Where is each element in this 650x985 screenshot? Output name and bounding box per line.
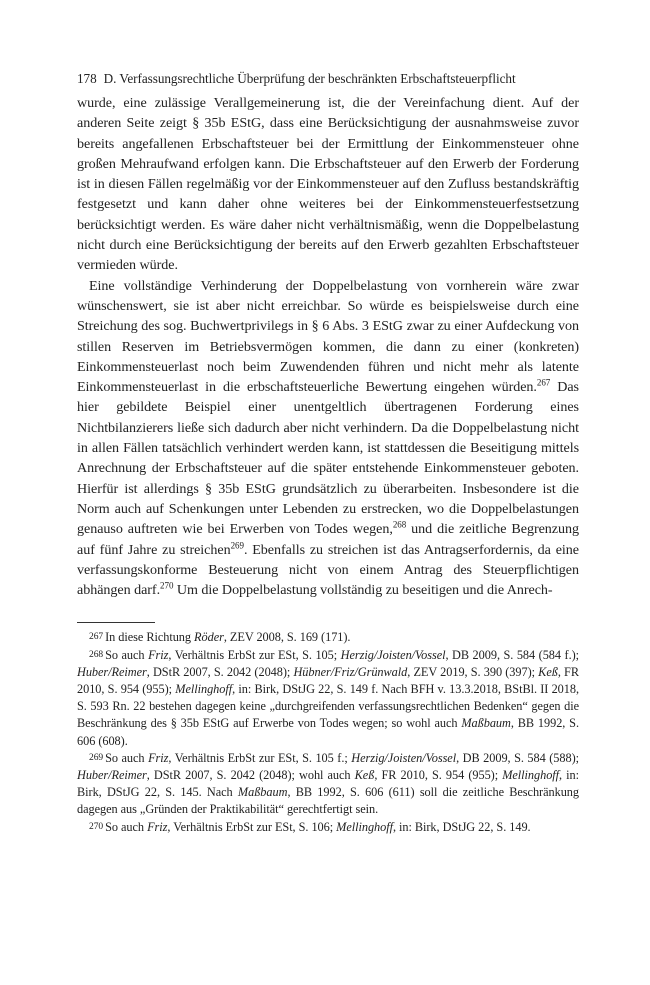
footnote bbox=[77, 647, 579, 750]
italic-citation: Friz bbox=[147, 819, 168, 834]
text-run: , DStR 2007, S. 2042 (2048); bbox=[146, 664, 294, 679]
italic-citation: Hübner/Friz/Grünwald bbox=[293, 664, 408, 679]
footnote-number: 267 bbox=[89, 632, 104, 643]
italic-citation: Friz bbox=[148, 750, 169, 765]
text-run: Das hier gebildete Beispiel einer unentgeltlich übertragenen Forderung eines Nichtbilanzierers ließe sich dadurch aber nicht verhindern. Da die Doppelbelastung nicht in allen Fällen tatsächlich verhindert werden kann, ist stattdessen die Beseitigung mittels Anrechnung der Erbschaftsteuer auf die später entstehende Einkommensteuer geboten. Hierfür ist allerdings § 35b EStG grundsätzlich zu überarbeiten. Insbesondere ist die Norm auch auf Schenkungen unter Lebenden zu erstrecken, wo die Doppelbelastungen genauso auftreten wie bei Erwerben von Todes wegen, bbox=[77, 379, 579, 538]
italic-citation: Keß bbox=[354, 768, 375, 783]
italic-citation: Huber/Reimer bbox=[77, 664, 147, 679]
text-run: , in: Birk, DStJG 22, S. 145. Nach bbox=[77, 768, 579, 800]
footnote-separator bbox=[77, 622, 155, 623]
footnote-number: 270 bbox=[89, 821, 104, 832]
body-text bbox=[77, 93, 579, 600]
footnote bbox=[77, 750, 579, 819]
text-run: , BB 1992, S. 606 (611) soll die zeitliche Beschränkung dagegen aus „Gründen der Praktikabilität“ gerechtfertigt sein. bbox=[77, 785, 579, 817]
text-run: , in: Birk, DStJG 22, S. 149. bbox=[392, 819, 531, 834]
footnote-reference: 267 bbox=[536, 377, 551, 388]
italic-citation: Friz bbox=[148, 647, 169, 662]
italic-citation: Huber/Reimer bbox=[77, 768, 147, 783]
text-run: , DB 2009, S. 584 (588); bbox=[456, 750, 580, 765]
page-number: 178 bbox=[77, 71, 97, 86]
text-run: So auch bbox=[105, 647, 149, 662]
text-run: In diese Richtung bbox=[105, 630, 195, 645]
text-run: , FR 2010, S. 954 (955); bbox=[77, 664, 579, 697]
text-run: , Verhältnis ErbSt zur ESt, S. 106; bbox=[167, 819, 337, 834]
italic-citation: Keß bbox=[538, 664, 558, 679]
paragraph bbox=[77, 93, 579, 276]
text-run: , Verhältnis ErbSt zur ESt, S. 105 f.; bbox=[168, 750, 352, 765]
italic-citation: Maßbaum bbox=[237, 785, 288, 800]
footnote bbox=[77, 819, 579, 836]
footnote-reference: 268 bbox=[392, 519, 407, 530]
text-run: , DB 2009, S. 584 (584 f.); bbox=[445, 647, 580, 662]
italic-citation: Mellinghoff bbox=[336, 819, 393, 834]
footnote bbox=[77, 629, 579, 646]
italic-citation: Röder bbox=[194, 630, 224, 645]
chapter-title: D. Verfassungsrechtliche Überprüfung der beschränkten Erbschaftsteuerpflicht bbox=[103, 71, 516, 86]
text-run: , ZEV 2019, S. 390 (397); bbox=[407, 664, 539, 679]
text-run: So auch bbox=[105, 819, 148, 834]
text-run: , BB 1992, S. 606 (608). bbox=[77, 716, 579, 748]
text-run: , FR 2010, S. 954 (955); bbox=[374, 768, 503, 783]
paragraph bbox=[77, 276, 579, 601]
text-run: Eine vollständige Verhinderung der Doppelbelastung von vornherein wäre zwar wünschenswert, sie ist aber nicht erreichbar. So würde es beispielsweise durch eine Streichung des sog. Buchwertprivilegs in § 6 Abs. 3 EStG zwar zu einer Aufdeckung von stillen Reserven im Betriebsvermögen kommen, die dann zu einer (konkreten) Einkommensteuerlast noch beim Zuwendenden führen und nicht mehr als latente Einkommensteuerlast in die erbschaftsteuerliche Bewertung eingehen würden. bbox=[77, 277, 579, 396]
text-run: . Ebenfalls zu streichen ist das Antragserfordernis, da eine verfassungskonforme Besteuerung nicht von einem Antrag des Steuerpflichtigen abhängen darf. bbox=[77, 541, 579, 599]
text-run: So auch bbox=[105, 750, 149, 765]
text-run: , DStR 2007, S. 2042 (2048); wohl auch bbox=[146, 768, 355, 783]
text-run: wurde, eine zulässige Verallgemeinerung ist, die der Vereinfachung dient. Auf der anderen Seite zeigt § 35b EStG, dass eine Berücksichtigung der ausnahmsweise zuvor bereits angefallenen Erbschaftsteuer bei der Ermittlung der Einkommensteuer ohne großen Mehraufwand erfolgen kann. Die Erbschaftsteuer auf den Erwerb der Forderung ist in diesen Fällen regelmäßig vor der Einkommensteuer auf den Zufluss bestandskräftig festgesetzt und kann daher ohne weiteres bei der Einkommensteuerfestsetzung berücksichtigt werden. Es wäre daher nicht verhältnismäßig, wenn die Doppelbelastung nicht durch eine Berücksichtigung der bereits auf den Erwerb gezahlten Erbschaftsteuer vermieden würde. bbox=[77, 95, 579, 274]
footnote-number: 268 bbox=[89, 649, 104, 660]
italic-citation: Herzig/Joisten/Vossel bbox=[351, 750, 457, 765]
book-page bbox=[77, 70, 579, 836]
footnote-number: 269 bbox=[89, 752, 104, 763]
text-run: , Verhältnis ErbSt zur ESt, S. 105; bbox=[168, 647, 341, 662]
text-run: Um die Doppelbelastung vollständig zu beseitigen und die Anrech- bbox=[173, 582, 553, 599]
text-run: , in: Birk, DStJG 22, S. 149 f. Nach BFH v. 13.3.2018, BStBl. II 2018, S. 593 Rn. 22 bestehen dagegen keine „durchgreifenden verfassungsrechtlichen Bedenken“ gegen die Beschränkung des § 35b EStG auf Erwerbe von Todes wegen; so wohl auch bbox=[77, 682, 579, 731]
footnote-reference: 269 bbox=[230, 539, 244, 550]
footnote-reference: 270 bbox=[160, 580, 174, 591]
text-run: , ZEV 2008, S. 169 (171). bbox=[223, 630, 351, 645]
italic-citation: Herzig/Joisten/Vossel bbox=[340, 647, 446, 662]
text-run: und die zeitliche Begrenzung auf fünf Jahre zu streichen bbox=[77, 521, 579, 558]
italic-citation: Mellinghoff bbox=[502, 768, 560, 783]
running-head bbox=[77, 70, 579, 87]
italic-citation: Mellinghoff bbox=[175, 682, 233, 697]
italic-citation: Maßbaum bbox=[461, 716, 511, 731]
footnotes bbox=[77, 629, 579, 835]
